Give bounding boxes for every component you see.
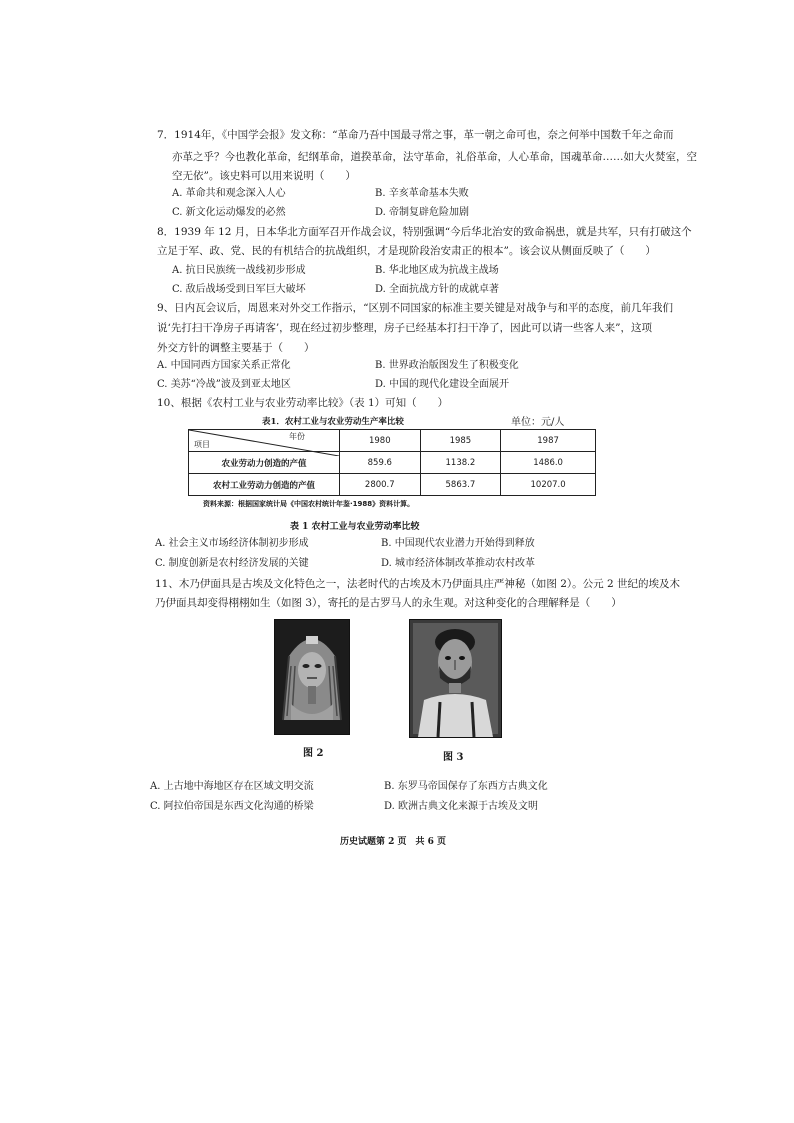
table-unit: 单位：元/人	[511, 417, 565, 428]
q8-stem-line1: 8．1939 年 12 月，日本华北方面军召开作战会议，特别强调“今后华北治安的致命祸患，就是共军，只有打破这个	[157, 226, 692, 238]
portrait-icon	[410, 620, 501, 737]
q11-stem-line2: 乃伊面具却变得栩栩如生（如图 3），寄托的是古罗马人的永生观。对这种变化的合理解释是（ ）	[155, 597, 622, 609]
figure-3-caption: 图 3	[443, 752, 464, 763]
pharaoh-mask-icon	[275, 620, 349, 734]
q10-option-a: A. 社会主义市场经济体制初步形成	[155, 538, 309, 549]
q9-option-d: D. 中国的现代化建设全面展开	[375, 379, 510, 390]
productivity-table	[188, 429, 596, 496]
table-title: 表1．农村工业与农业劳动生产率比较	[262, 417, 404, 427]
q10-option-c: C. 制度创新是农村经济发展的关键	[155, 558, 309, 569]
q10-option-b: B. 中国现代农业潜力开始得到释放	[381, 538, 535, 549]
q7-stem-line3: 空无依”。该史料可以用来说明（ ）	[172, 170, 356, 182]
q8-option-c: C. 敌后战场受到日军巨大破坏	[172, 284, 306, 295]
table-cell: 1486.0	[501, 452, 596, 474]
table-corner-cell	[189, 430, 340, 452]
figure-2-caption: 图 2	[303, 748, 324, 759]
q8-option-d: D. 全面抗战方针的成就卓著	[375, 284, 500, 295]
q7-stem-line2: 亦革之乎？今也教化革命，纪纲革命，道揆革命，法守革命，礼俗革命，人心革命，国魂革命……如大火焚室，空	[172, 151, 697, 163]
q11-stem-line1: 11、木乃伊面具是古埃及文化特色之一，法老时代的古埃及木乃伊面具庄严神秘（如图 2）。公元 2 世纪的埃及木	[155, 578, 680, 590]
q9-option-b: B. 世界政治版图发生了积极变化	[375, 360, 519, 371]
corner-year-label: 年份	[289, 432, 305, 441]
page-footer: 历史试题第 2 页 共 6 页	[340, 837, 447, 847]
q11-option-d: D. 欧洲古典文化来源于古埃及文明	[384, 801, 539, 812]
table-header-row	[189, 430, 596, 452]
table-cell: 859.6	[340, 452, 421, 474]
year-header: 1980	[340, 430, 421, 452]
q11-option-a: A. 上古地中海地区存在区域文明交流	[150, 781, 314, 792]
table-cell: 2800.7	[340, 474, 421, 496]
table-cell: 10207.0	[501, 474, 596, 496]
q9-option-a: A. 中国同西方国家关系正常化	[157, 360, 291, 371]
q7-option-a: A. 革命共和观念深入人心	[172, 188, 286, 199]
year-header: 1985	[420, 430, 501, 452]
q8-stem-line2: 立足于军、政、党、民的有机结合的抗战组织，才是现阶段治安肃正的根本”。该会议从侧面反映了（ ）	[157, 245, 656, 257]
q11-option-c: C. 阿拉伯帝国是东西文化沟通的桥梁	[150, 801, 314, 812]
q9-stem-line1: 9、日内瓦会议后，周恩来对外交工作指示，“区别不同国家的标准主要关键是对战争与和平的态度，前几年我们	[157, 302, 674, 314]
q9-stem-line2: 说‘先打扫干净房子再请客’，现在经过初步整理，房子已经基本打扫干净了，因此可以请一些客人来”，这项	[157, 322, 653, 334]
table-caption: 表 1 农村工业与农业劳动率比较	[290, 522, 420, 532]
q10-stem: 10、根据《农村工业与农业劳动率比较》（表 1）可知（ ）	[157, 397, 449, 409]
q11-option-b: B. 东罗马帝国保存了东西方古典文化	[384, 781, 548, 792]
corner-diagonal	[189, 430, 339, 456]
q8-option-b: B. 华北地区成为抗战主战场	[375, 265, 499, 276]
q7-option-d: D. 帝制复辟危险加剧	[375, 207, 470, 218]
corner-item-label: 项目	[194, 440, 210, 449]
q7-option-b: B. 辛亥革命基本失败	[375, 188, 469, 199]
q10-option-d: D. 城市经济体制改革推动农村改革	[381, 558, 536, 569]
table-cell: 1138.2	[420, 452, 501, 474]
row-label: 农业劳动力创造的产值	[189, 452, 340, 474]
year-header: 1987	[501, 430, 596, 452]
q9-option-c: C. 美苏“冷战”波及到亚太地区	[157, 379, 291, 390]
q7-option-c: C. 新文化运动爆发的必然	[172, 207, 286, 218]
q9-stem-line3: 外交方针的调整主要基于（ ）	[157, 342, 315, 354]
table-row	[189, 474, 596, 496]
q8-option-a: A. 抗日民族统一战线初步形成	[172, 265, 306, 276]
figure-2-pharaoh-mask-image	[274, 619, 350, 735]
figure-3-fayum-portrait-image	[409, 619, 502, 738]
table-cell: 5863.7	[420, 474, 501, 496]
q7-stem-line1: 7．1914年，《中国学会报》发文称：“革命乃吾中国最寻常之事，革一朝之命可也，奈之何举中国数千年之命而	[157, 129, 674, 141]
table-source: 资料来源：根据国家统计局《中国农村统计年鉴·1988》资料计算。	[203, 500, 415, 508]
row-label: 农村工业劳动力创造的产值	[189, 474, 340, 496]
